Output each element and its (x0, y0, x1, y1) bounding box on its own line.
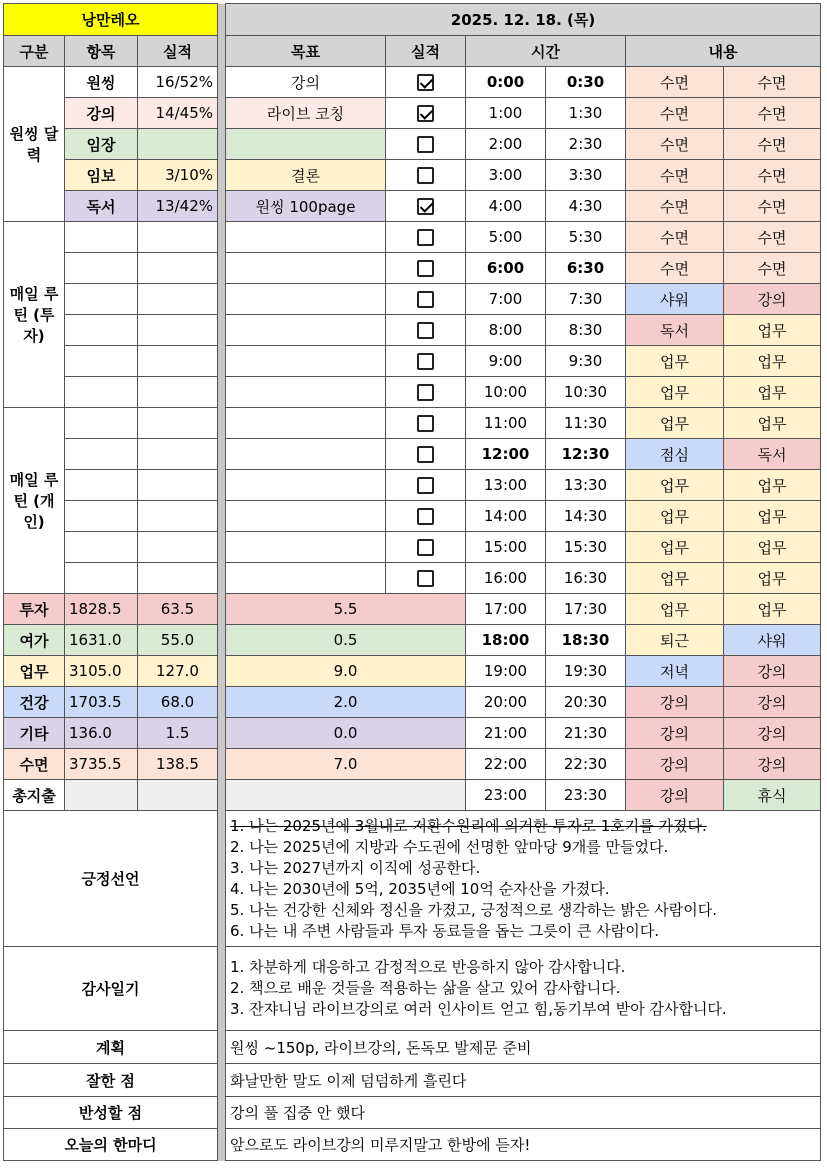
total-label: 수면 (4, 749, 65, 780)
routine-result (138, 470, 218, 501)
total-result: 127.0 (138, 656, 218, 687)
done-checkbox-cell[interactable] (386, 346, 466, 377)
time-start: 23:00 (466, 780, 546, 811)
routine-item[interactable] (65, 222, 138, 253)
activity-cell[interactable]: 휴식 (724, 780, 821, 811)
routine-item[interactable] (65, 501, 138, 532)
routine-goal[interactable] (226, 284, 386, 315)
routine-item[interactable] (65, 253, 138, 284)
time-half: 23:30 (546, 780, 626, 811)
activity-cell[interactable]: 퇴근 (626, 625, 724, 656)
routine-goal[interactable] (226, 501, 386, 532)
planner-table (3, 3, 821, 1161)
winssing-item: 강의 (65, 98, 138, 129)
done-checkbox-cell[interactable] (386, 377, 466, 408)
routine-item[interactable] (65, 346, 138, 377)
time-half: 8:30 (546, 315, 626, 346)
affirmation-line: 1. 나는 2025년에 3월내로 저환수원리에 의거한 투자로 1호기를 가졌다. (230, 816, 707, 835)
winssing-result: 14/45% (138, 98, 218, 129)
time-start: 14:00 (466, 501, 546, 532)
empty-checkbox-icon[interactable] (417, 260, 434, 277)
time-half: 9:30 (546, 346, 626, 377)
total-today: 9.0 (226, 656, 466, 687)
routine-result (138, 315, 218, 346)
routine-goal[interactable] (226, 377, 386, 408)
time-start: 10:00 (466, 377, 546, 408)
good-label: 잘한 점 (4, 1064, 218, 1097)
activity-cell[interactable]: 수면 (724, 129, 821, 160)
total-spend-result (138, 780, 218, 811)
sheet-title: 낭만레오 (4, 4, 218, 36)
empty-checkbox-icon[interactable] (417, 539, 434, 556)
time-half: 3:30 (546, 160, 626, 191)
time-half: 16:30 (546, 563, 626, 594)
activity-cell[interactable]: 독서 (724, 439, 821, 470)
affirmation-line: 6. 나는 내 주변 사람들과 투자 동료들을 돕는 그릇이 큰 사람이다. (230, 921, 660, 940)
empty-checkbox-icon[interactable] (417, 353, 434, 370)
time-half: 10:30 (546, 377, 626, 408)
gratitude-line: 1. 차분하게 대응하고 감정적으로 반응하지 않아 감사합니다. (230, 958, 626, 976)
winssing-result: 3/10% (138, 160, 218, 191)
total-cumulative: 3105.0 (65, 656, 138, 687)
routine-item[interactable] (65, 377, 138, 408)
winssing-goal[interactable]: 강의 (226, 67, 386, 98)
activity-cell[interactable]: 수면 (626, 160, 724, 191)
winssing-result: 13/42% (138, 191, 218, 222)
activity-cell[interactable]: 저녁 (626, 656, 724, 687)
routine-goal[interactable] (226, 222, 386, 253)
activity-cell[interactable]: 강의 (724, 749, 821, 780)
affirmation-line: 3. 나는 2027년까지 이직에 성공한다. (230, 858, 481, 877)
routine-goal[interactable] (226, 439, 386, 470)
time-half: 18:30 (546, 625, 626, 656)
time-start: 6:00 (466, 253, 546, 284)
empty-checkbox-icon[interactable] (417, 570, 434, 587)
time-start: 4:00 (466, 191, 546, 222)
activity-cell[interactable]: 업무 (724, 315, 821, 346)
time-half: 19:30 (546, 656, 626, 687)
winssing-result: 16/52% (138, 67, 218, 98)
checked-checkbox-icon[interactable] (417, 74, 434, 91)
total-cumulative: 1631.0 (65, 625, 138, 656)
activity-cell[interactable]: 수면 (626, 98, 724, 129)
done-checkbox-cell[interactable] (386, 315, 466, 346)
activity-cell[interactable]: 강의 (626, 687, 724, 718)
activity-cell[interactable]: 업무 (724, 532, 821, 563)
routine-result (138, 284, 218, 315)
section-winssing: 원씽 달력 (4, 67, 65, 222)
done-checkbox-cell[interactable] (386, 284, 466, 315)
empty-checkbox-icon[interactable] (417, 477, 434, 494)
time-half: 12:30 (546, 439, 626, 470)
routine-result (138, 408, 218, 439)
routine-result (138, 377, 218, 408)
total-cumulative: 1703.5 (65, 687, 138, 718)
routine-item[interactable] (65, 408, 138, 439)
time-half: 7:30 (546, 284, 626, 315)
done-checkbox-cell[interactable] (386, 470, 466, 501)
activity-cell[interactable]: 업무 (626, 532, 724, 563)
activity-cell[interactable]: 수면 (626, 191, 724, 222)
activity-cell[interactable]: 업무 (626, 563, 724, 594)
activity-cell[interactable]: 강의 (724, 718, 821, 749)
activity-cell[interactable]: 수면 (724, 160, 821, 191)
activity-cell[interactable]: 강의 (724, 284, 821, 315)
winssing-goal[interactable]: 라이브 코칭 (226, 98, 386, 129)
routine-goal[interactable] (226, 253, 386, 284)
activity-cell[interactable]: 업무 (626, 470, 724, 501)
winssing-result (138, 129, 218, 160)
total-today: 7.0 (226, 749, 466, 780)
time-start: 2:00 (466, 129, 546, 160)
routine-goal[interactable] (226, 532, 386, 563)
routine-result (138, 222, 218, 253)
routine-result (138, 346, 218, 377)
winssing-goal[interactable] (226, 129, 386, 160)
done-checkbox-cell[interactable] (386, 98, 466, 129)
total-label: 여가 (4, 625, 65, 656)
activity-cell[interactable]: 업무 (724, 346, 821, 377)
time-start: 19:00 (466, 656, 546, 687)
affirmation-label: 긍정선언 (4, 811, 218, 947)
empty-checkbox-icon[interactable] (417, 167, 434, 184)
winssing-item: 원씽 (65, 67, 138, 98)
time-half: 15:30 (546, 532, 626, 563)
activity-cell[interactable]: 수면 (724, 191, 821, 222)
affirmation-line: 2. 나는 2025년에 지방과 수도권에 선명한 앞마당 9개를 만들었다. (230, 837, 669, 856)
activity-cell[interactable]: 업무 (724, 594, 821, 625)
done-checkbox-cell[interactable] (386, 160, 466, 191)
activity-cell[interactable]: 업무 (626, 377, 724, 408)
time-start: 20:00 (466, 687, 546, 718)
empty-checkbox-icon[interactable] (417, 322, 434, 339)
activity-cell[interactable]: 샤워 (724, 625, 821, 656)
section-routine-personal: 매일 루틴 (개인) (4, 408, 65, 594)
time-start: 13:00 (466, 470, 546, 501)
gratitude-label: 감사일기 (4, 947, 218, 1031)
routine-result (138, 253, 218, 284)
total-spend-today (226, 780, 466, 811)
time-start: 1:00 (466, 98, 546, 129)
reflect-label: 반성할 점 (4, 1097, 218, 1129)
time-half: 1:30 (546, 98, 626, 129)
time-half: 20:30 (546, 687, 626, 718)
header-item: 항목 (65, 36, 138, 67)
time-start: 9:00 (466, 346, 546, 377)
routine-item[interactable] (65, 439, 138, 470)
time-start: 11:00 (466, 408, 546, 439)
routine-item[interactable] (65, 563, 138, 594)
time-start: 0:00 (466, 67, 546, 98)
section-routine-invest: 매일 루틴 (투자) (4, 222, 65, 408)
time-start: 22:00 (466, 749, 546, 780)
activity-cell[interactable]: 강의 (626, 749, 724, 780)
done-checkbox-cell[interactable] (386, 408, 466, 439)
routine-item[interactable] (65, 470, 138, 501)
activity-cell[interactable]: 업무 (724, 563, 821, 594)
done-checkbox-cell[interactable] (386, 191, 466, 222)
done-checkbox-cell[interactable] (386, 253, 466, 284)
routine-item[interactable] (65, 532, 138, 563)
gratitude-content[interactable] (226, 947, 821, 1031)
routine-goal[interactable] (226, 470, 386, 501)
total-cumulative: 136.0 (65, 718, 138, 749)
activity-cell[interactable]: 수면 (626, 222, 724, 253)
time-half: 6:30 (546, 253, 626, 284)
activity-cell[interactable]: 업무 (724, 470, 821, 501)
activity-cell[interactable]: 업무 (626, 408, 724, 439)
time-start: 17:00 (466, 594, 546, 625)
activity-cell[interactable]: 점심 (626, 439, 724, 470)
routine-item[interactable] (65, 284, 138, 315)
total-spend-cumulative (65, 780, 138, 811)
time-start: 5:00 (466, 222, 546, 253)
time-half: 14:30 (546, 501, 626, 532)
total-spend-label: 총지출 (4, 780, 65, 811)
activity-cell[interactable]: 수면 (724, 67, 821, 98)
activity-cell[interactable]: 강의 (724, 656, 821, 687)
total-today: 5.5 (226, 594, 466, 625)
empty-checkbox-icon[interactable] (417, 291, 434, 308)
activity-cell[interactable]: 강의 (626, 780, 724, 811)
header-goal: 목표 (226, 36, 386, 67)
activity-cell[interactable]: 수면 (626, 129, 724, 160)
routine-result (138, 439, 218, 470)
done-checkbox-cell[interactable] (386, 532, 466, 563)
time-start: 7:00 (466, 284, 546, 315)
total-label: 투자 (4, 594, 65, 625)
plan-label: 계획 (4, 1031, 218, 1064)
total-cumulative: 3735.5 (65, 749, 138, 780)
time-half: 17:30 (546, 594, 626, 625)
total-label: 기타 (4, 718, 65, 749)
reflect-text[interactable]: 강의 풀 집중 안 했다 (226, 1097, 821, 1129)
sheet-date: 2025. 12. 18. (목) (226, 4, 821, 36)
activity-cell[interactable]: 업무 (626, 501, 724, 532)
gratitude-line: 3. 잔쟈니님 라이브강의로 여러 인사이트 얻고 힘,동기부여 받아 감사합니다. (230, 1000, 727, 1018)
activity-cell[interactable]: 샤워 (626, 284, 724, 315)
winssing-goal[interactable]: 결론 (226, 160, 386, 191)
gratitude-line: 2. 책으로 배운 것들을 적용하는 삶을 살고 있어 감사합니다. (230, 979, 621, 997)
done-checkbox-cell[interactable] (386, 563, 466, 594)
routine-result (138, 563, 218, 594)
total-result: 63.5 (138, 594, 218, 625)
activity-cell[interactable]: 업무 (724, 501, 821, 532)
time-start: 16:00 (466, 563, 546, 594)
affirmation-line: 4. 나는 2030년에 5억, 2035년에 10억 순자산을 가졌다. (230, 879, 610, 898)
oneword-text[interactable]: 앞으로도 라이브강의 미루지말고 한방에 듣자! (226, 1129, 821, 1161)
time-start: 15:00 (466, 532, 546, 563)
time-start: 8:00 (466, 315, 546, 346)
time-half: 2:30 (546, 129, 626, 160)
done-checkbox-cell[interactable] (386, 439, 466, 470)
routine-result (138, 532, 218, 563)
empty-checkbox-icon[interactable] (417, 446, 434, 463)
total-result: 138.5 (138, 749, 218, 780)
total-result: 1.5 (138, 718, 218, 749)
plan-text[interactable]: 원씽 ~150p, 라이브강의, 돈독모 발제문 준비 (226, 1031, 821, 1064)
routine-result (138, 501, 218, 532)
time-half: 22:30 (546, 749, 626, 780)
column-divider (218, 4, 226, 1161)
header-content: 내용 (626, 36, 821, 67)
total-today: 2.0 (226, 687, 466, 718)
good-text[interactable]: 화날만한 말도 이제 덤덤하게 흘린다 (226, 1064, 821, 1097)
done-checkbox-cell[interactable] (386, 222, 466, 253)
time-half: 0:30 (546, 67, 626, 98)
total-today: 0.5 (226, 625, 466, 656)
header-result: 실적 (138, 36, 218, 67)
time-half: 21:30 (546, 718, 626, 749)
time-half: 13:30 (546, 470, 626, 501)
time-start: 21:00 (466, 718, 546, 749)
routine-goal[interactable] (226, 563, 386, 594)
total-today: 0.0 (226, 718, 466, 749)
winssing-item: 임장 (65, 129, 138, 160)
done-checkbox-cell[interactable] (386, 501, 466, 532)
activity-cell[interactable]: 업무 (724, 408, 821, 439)
header-done: 실적 (386, 36, 466, 67)
winssing-item: 독서 (65, 191, 138, 222)
time-start: 12:00 (466, 439, 546, 470)
oneword-label: 오늘의 한마디 (4, 1129, 218, 1161)
time-half: 5:30 (546, 222, 626, 253)
winssing-goal[interactable]: 원씽 100page (226, 191, 386, 222)
affirmation-content[interactable] (226, 811, 821, 947)
checked-checkbox-icon[interactable] (417, 105, 434, 122)
activity-cell[interactable]: 업무 (626, 346, 724, 377)
routine-goal[interactable] (226, 408, 386, 439)
checked-checkbox-icon[interactable] (417, 198, 434, 215)
total-cumulative: 1828.5 (65, 594, 138, 625)
activity-cell[interactable]: 수면 (724, 222, 821, 253)
total-result: 68.0 (138, 687, 218, 718)
time-half: 4:30 (546, 191, 626, 222)
empty-checkbox-icon[interactable] (417, 229, 434, 246)
routine-goal[interactable] (226, 346, 386, 377)
activity-cell[interactable]: 업무 (724, 377, 821, 408)
total-label: 건강 (4, 687, 65, 718)
done-checkbox-cell[interactable] (386, 67, 466, 98)
activity-cell[interactable]: 강의 (626, 718, 724, 749)
time-start: 3:00 (466, 160, 546, 191)
activity-cell[interactable]: 독서 (626, 315, 724, 346)
routine-goal[interactable] (226, 315, 386, 346)
empty-checkbox-icon[interactable] (417, 136, 434, 153)
header-time: 시간 (466, 36, 626, 67)
empty-checkbox-icon[interactable] (417, 415, 434, 432)
activity-cell[interactable]: 수면 (724, 253, 821, 284)
routine-item[interactable] (65, 315, 138, 346)
time-half: 11:30 (546, 408, 626, 439)
activity-cell[interactable]: 수면 (626, 253, 724, 284)
affirmation-line: 5. 나는 건강한 신체와 정신을 가졌고, 긍정적으로 생각하는 밝은 사람이다. (230, 900, 717, 919)
activity-cell[interactable]: 업무 (626, 594, 724, 625)
activity-cell[interactable]: 강의 (724, 687, 821, 718)
done-checkbox-cell[interactable] (386, 129, 466, 160)
total-result: 55.0 (138, 625, 218, 656)
time-start: 18:00 (466, 625, 546, 656)
winssing-item: 임보 (65, 160, 138, 191)
header-category: 구분 (4, 36, 65, 67)
activity-cell[interactable]: 수면 (626, 67, 724, 98)
empty-checkbox-icon[interactable] (417, 508, 434, 525)
empty-checkbox-icon[interactable] (417, 384, 434, 401)
activity-cell[interactable]: 수면 (724, 98, 821, 129)
total-label: 업무 (4, 656, 65, 687)
